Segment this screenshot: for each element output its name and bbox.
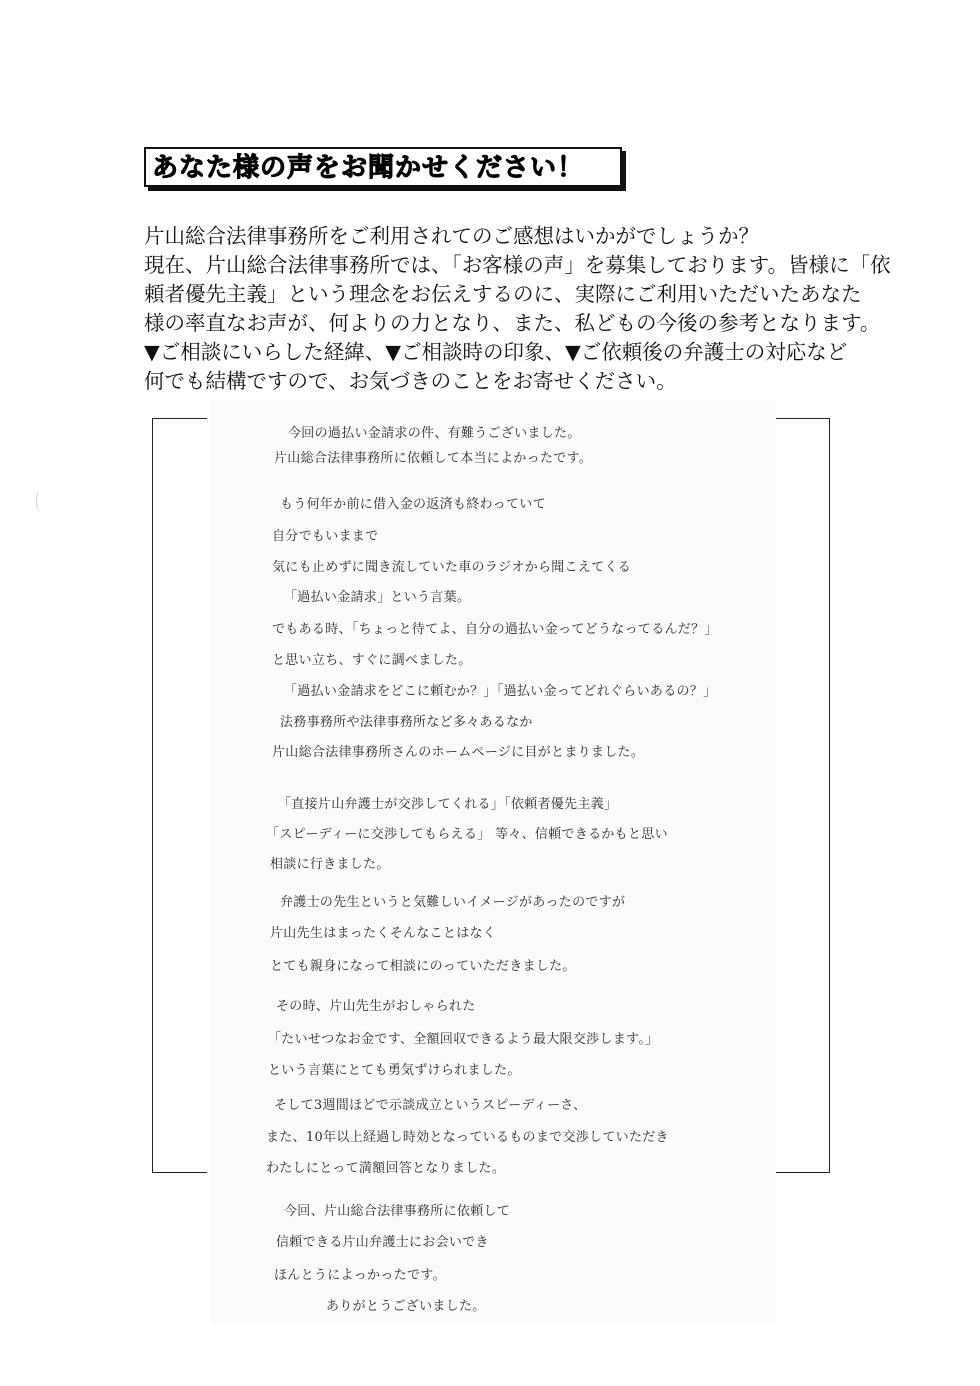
letter-line: とても親身になって相談にのっていただきました。 [270, 959, 576, 974]
letter-line: もう何年か前に借入金の返済も終わっていて [280, 497, 546, 512]
letter-line: 「スピーディーに交渉してもらえる」 等々、信頼できるかもと思い [266, 827, 668, 842]
letter-line: 「たいせつなお金です、全額回収できるよう最大限交渉します。」 [268, 1032, 659, 1047]
letter-line: わたしにとって満額回答となりました。 [266, 1161, 506, 1176]
letter-line: また、10年以上経過し時効となっているものまで交渉していただき [266, 1130, 669, 1145]
letter-line: 弁護士の先生というと気難しいイメージがあったのですが [280, 895, 626, 910]
letter-line: 自分でもいままで [272, 529, 379, 544]
letter-line: 片山総合法律事務所に依頼して本当によかったです。 [274, 451, 593, 466]
letter-line: 「過払い金請求をどこに頼むか？」「過払い金ってどれぐらいあるの？」 [284, 684, 717, 699]
intro-line: 何でも結構ですので、お気づきのことをお寄せください。 [144, 369, 677, 393]
letter-line: 「直接片山弁護士が交渉してくれる」「依頼者優先主義」 [278, 797, 618, 812]
letter-line: と思い立ち、すぐに調べました。 [272, 653, 472, 668]
letter-line: ありがとうございました。 [326, 1299, 486, 1314]
letter-line: 「過払い金請求」という言葉。 [284, 590, 471, 605]
frame-bracket-left [152, 418, 207, 1173]
intro-line: 片山総合法律事務所をご利用されてのご感想はいかがでしょうか？ [144, 224, 759, 248]
letter-line: その時、片山先生がおしゃられた [276, 999, 476, 1014]
letter-line: 今回の過払い金請求の件、有難うございました。 [288, 426, 581, 441]
letter-line: 今回、片山総合法律事務所に依頼して [284, 1204, 511, 1219]
letter-line: でもある時、「ちょっと待てよ、自分の過払い金ってどうなってるんだ？」 [272, 622, 718, 637]
letter-line: 気にも止めずに聞き流していた車のラジオから聞こえてくる [272, 560, 632, 575]
letter-line: そして3週間ほどで示談成立というスピーディーさ、 [274, 1098, 587, 1113]
letter-line: 信頼できる片山弁護士にお会いでき [276, 1235, 489, 1250]
letter-line: 片山先生はまったくそんなことはなく [270, 926, 497, 941]
intro-line: 現在、片山総合法律事務所では、「お客様の声」を募集しております。皆様に「依 [144, 253, 891, 277]
title-box [144, 147, 622, 187]
intro-paragraph [144, 222, 891, 396]
scan-mark [36, 490, 45, 512]
letter-line: という言葉にとても勇気ずけられました。 [268, 1063, 521, 1078]
customer-letter [210, 400, 776, 1325]
letter-line: 相談に行きました。 [270, 857, 390, 872]
intro-line: ▼ご相談にいらした経緯、▼ご相談時の印象、▼ご依頼後の弁護士の対応など [144, 340, 848, 364]
intro-line: 様の率直なお声が、何よりの力となり、また、私どもの今後の参考となります。 [144, 311, 881, 335]
letter-line: 片山総合法律事務所さんのホームページに目がとまりました。 [272, 745, 645, 760]
letter-line: 法務事務所や法律事務所など多々あるなか [280, 715, 533, 730]
letter-line: ほんとうによっかったです。 [274, 1268, 446, 1283]
page-title: あなた様の声をお聞かせください！ [152, 153, 585, 183]
intro-line: 頼者優先主義」という理念をお伝えするのに、実際にご利用いただいたあなた [144, 282, 862, 306]
frame-bracket-right [775, 418, 830, 1173]
